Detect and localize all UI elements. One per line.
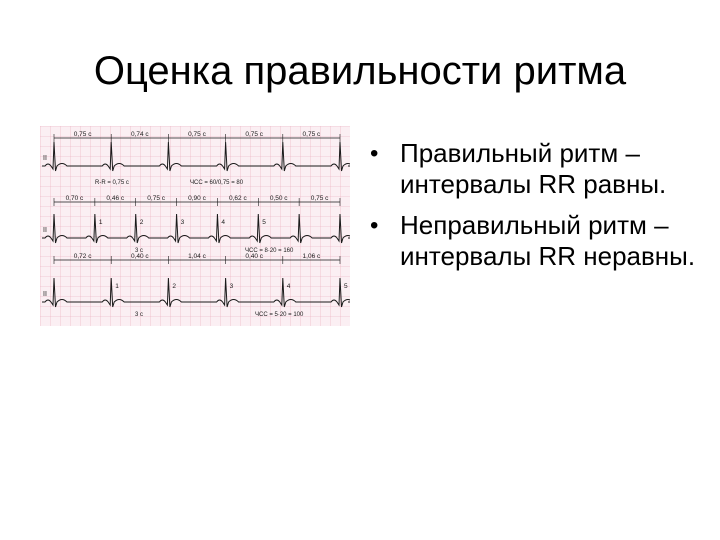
beat-number: 4: [221, 219, 226, 226]
bullet-marker: •: [370, 212, 379, 239]
bullet-list: [368, 138, 698, 282]
lead-label: II: [43, 291, 47, 298]
slide-title: Оценка правильности ритма: [93, 49, 627, 93]
beat-number: 3: [229, 283, 234, 290]
interval-label: 0,40 с: [245, 253, 264, 260]
beat-number: 5: [344, 283, 348, 290]
interval-label: 0,75 с: [73, 131, 92, 138]
interval-label: 0,50 с: [269, 195, 288, 202]
beat-number: 2: [172, 283, 177, 290]
interval-label: 0,74 с: [130, 131, 149, 138]
beat-number: 2: [139, 219, 144, 226]
beat-number: 1: [115, 283, 119, 290]
interval-label: 0,75 с: [310, 195, 329, 202]
beat-number: 4: [286, 283, 291, 290]
bullet-text: Правильный ритм – интервалы RR равны.: [400, 138, 667, 199]
rr-note: R-R = 0,75 с: [95, 180, 129, 186]
time-scale-note: 3 с: [135, 312, 144, 318]
beat-number: 3: [180, 219, 185, 226]
interval-label: 0,75 с: [302, 131, 321, 138]
heart-rate-note: ЧСС = 60/0,75 = 80: [190, 180, 244, 186]
bullet-marker: •: [370, 140, 379, 167]
interval-label: 0,75 с: [245, 131, 264, 138]
interval-label: 0,90 с: [188, 195, 206, 202]
interval-label: 0,72 с: [73, 253, 92, 260]
beat-number: 5: [262, 219, 266, 226]
interval-label: 1,04 с: [188, 253, 206, 260]
interval-label: 0,62 с: [228, 195, 247, 202]
interval-label: 0,40 с: [130, 253, 149, 260]
heart-rate-note: ЧСС = 5·20 = 100: [255, 312, 304, 318]
bullet-item-regular-rhythm: [368, 138, 698, 200]
lead-label: II: [43, 155, 47, 162]
time-scale-note: 3 с: [135, 248, 144, 254]
interval-label: 0,46 с: [106, 195, 125, 202]
interval-label: 0,70 с: [65, 195, 84, 202]
bullet-text: Неправильный ритм – интервалы RR неравны.: [400, 210, 696, 271]
interval-label: 1,06 с: [302, 253, 321, 260]
beat-number: 1: [98, 219, 103, 226]
interval-label: 0,75 с: [188, 131, 206, 138]
heart-rate-note: ЧСС = 8·20 = 160: [245, 248, 294, 254]
interval-label: 0,75 с: [147, 195, 166, 202]
lead-label: II: [43, 227, 47, 234]
bullet-item-irregular-rhythm: [368, 210, 698, 272]
ecg-illustration: [40, 126, 350, 326]
